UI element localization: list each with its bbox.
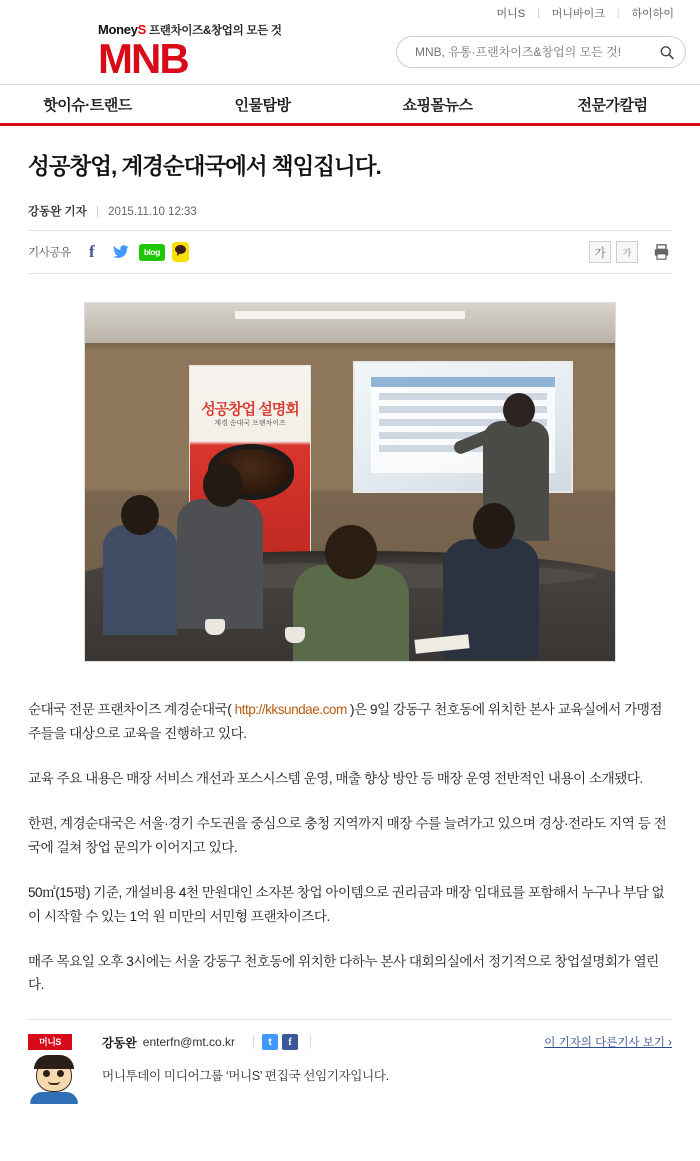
avatar-hair	[34, 1055, 74, 1069]
photo-ceiling	[85, 303, 615, 343]
photo-attendee4-head	[325, 525, 377, 579]
photo-banner-subtitle: 계경 순대국 프랜차이즈	[214, 420, 286, 428]
kksundae-link[interactable]: http://kksundae.com	[234, 702, 347, 718]
photo-cup-2	[285, 627, 305, 643]
article-body	[0, 698, 700, 996]
search-button[interactable]	[653, 38, 681, 66]
naver-blog-icon[interactable]: blog	[139, 244, 165, 261]
search-box[interactable]	[396, 36, 686, 68]
paragraph-1-post: )은 9일 강동구 천호동에 위치한 본사 교육실에서 가맹점주들을 대상으로 교육을 진행하고 있다.	[28, 702, 662, 741]
photo-presenter-head	[503, 393, 535, 427]
kakaostory-icon[interactable]	[172, 242, 189, 262]
print-button[interactable]	[650, 241, 672, 263]
photo-cup-1	[205, 619, 225, 635]
site-logo[interactable]: MNB	[98, 35, 188, 82]
article-photo	[84, 302, 616, 662]
font-and-print-controls	[584, 241, 672, 263]
reporter-name: 강동완	[102, 1035, 137, 1050]
photo-attendee1-head	[121, 495, 159, 535]
photo-attendee3-head	[473, 503, 515, 549]
paragraph-1-pre: 순대국 전문 프랜차이즈 계경순대국(	[28, 702, 235, 718]
reporter-badge: 머니S	[28, 1034, 72, 1050]
topbar-separator-2: |	[616, 7, 620, 19]
printer-icon	[652, 243, 671, 261]
top-utility-bar	[0, 0, 700, 22]
site-header	[0, 22, 700, 84]
brand-tagline-text: 프랜차이즈&창업의 모든 것	[148, 25, 282, 37]
avatar-eye-left	[43, 1070, 50, 1077]
more-articles-link[interactable]: 이 기자의 다른기사 보기 ›	[544, 1036, 672, 1049]
topbar-link-hihi[interactable]: 하이하이	[631, 8, 674, 20]
share-label: 기사공유	[28, 247, 71, 260]
page-title: 성공창업, 계경순대국에서 책임집니다.	[28, 154, 381, 179]
nav-item-people[interactable]: 인물탐방	[234, 96, 291, 114]
avatar-mouth	[48, 1081, 60, 1085]
facebook-icon[interactable]: f	[89, 242, 95, 262]
photo-attendee2-head	[203, 463, 243, 507]
reporter-profile-box	[28, 1019, 672, 1104]
twitter-bird-icon	[113, 245, 129, 259]
search-icon	[659, 44, 675, 61]
article-container	[0, 152, 700, 662]
reporter-email[interactable]: enterfn@mt.co.kr	[142, 1035, 235, 1050]
search-input[interactable]	[413, 44, 653, 60]
topbar-link-moneys[interactable]: 머니S	[496, 8, 526, 20]
byline-divider: |	[95, 206, 99, 219]
nav-item-shopping-news[interactable]: 쇼핑몰뉴스	[402, 96, 473, 114]
main-navigation	[0, 84, 700, 126]
brand-tagline-moneys: MoneyS	[98, 22, 147, 37]
photo-attendee4-body	[293, 565, 409, 662]
facebook-icon[interactable]: f	[282, 1034, 298, 1050]
article-paragraph-3: 한편, 계경순대국은 서울·경기 수도권을 중심으로 충청 지역까지 매장 수를 늘려가고 있으며 경상·전라도 지역 등 전국에 걸쳐 창업 문의가 이어지고 있다.	[28, 816, 667, 855]
reporter-divider-1	[253, 1035, 254, 1049]
twitter-icon[interactable]	[110, 241, 132, 263]
article-paragraph-5: 매주 목요일 오후 3시에는 서울 강동구 천호동에 위치한 다하누 본사 대회의실에서 정기적으로 창업설명회가 열린다.	[28, 953, 659, 993]
reporter-left	[28, 1034, 98, 1104]
article-paragraph-1	[28, 698, 672, 745]
article-paragraph-2: 교육 주요 내용은 매장 서비스 개선과 포스시스템 운영, 매출 향상 방안 등 매장 운영 전반적인 내용이 소개됐다.	[28, 771, 643, 786]
nav-item-expert-column[interactable]: 전문가칼럼	[577, 96, 648, 114]
avatar	[28, 1054, 80, 1104]
brand-block[interactable]	[14, 22, 314, 82]
share-row	[28, 231, 672, 274]
photo-banner-title: 성공창업 설명회	[201, 401, 299, 419]
avatar-eye-right	[57, 1070, 64, 1077]
article-photo-wrap	[28, 302, 672, 662]
font-size-small-button[interactable]: 가	[616, 241, 638, 263]
byline-date: 2015.11.10 12:33	[108, 206, 197, 219]
kakaostory-glyph-icon	[175, 245, 186, 260]
avatar-body	[30, 1092, 78, 1104]
byline	[28, 203, 672, 231]
reporter-divider-2	[310, 1035, 311, 1049]
topbar-link-moneybike[interactable]: 머니바이크	[551, 8, 605, 20]
photo-attendee1-body	[103, 525, 177, 635]
topbar-separator-1: |	[537, 7, 540, 19]
photo-attendee2-body	[177, 499, 263, 629]
article-paragraph-4: 50㎡(15평) 기준, 개설비용 4천 만원대인 소자본 창업 아이템으로 권리금과 매장 임대료를 포함해서 누구나 부담 없이 시작할 수 있는 1억 원 미만의 서민형 프랜차이즈다.	[28, 885, 665, 924]
twitter-icon[interactable]: t	[262, 1034, 278, 1050]
byline-reporter[interactable]: 강동완 기자	[28, 206, 87, 219]
font-size-large-button[interactable]: 가	[589, 241, 611, 263]
reporter-description: 머니투데이 미디어그룹 ‘머니S’ 편집국 선임기자입니다.	[102, 1068, 389, 1083]
nav-item-hot-issue[interactable]: 핫이슈·트랜드	[43, 96, 132, 114]
